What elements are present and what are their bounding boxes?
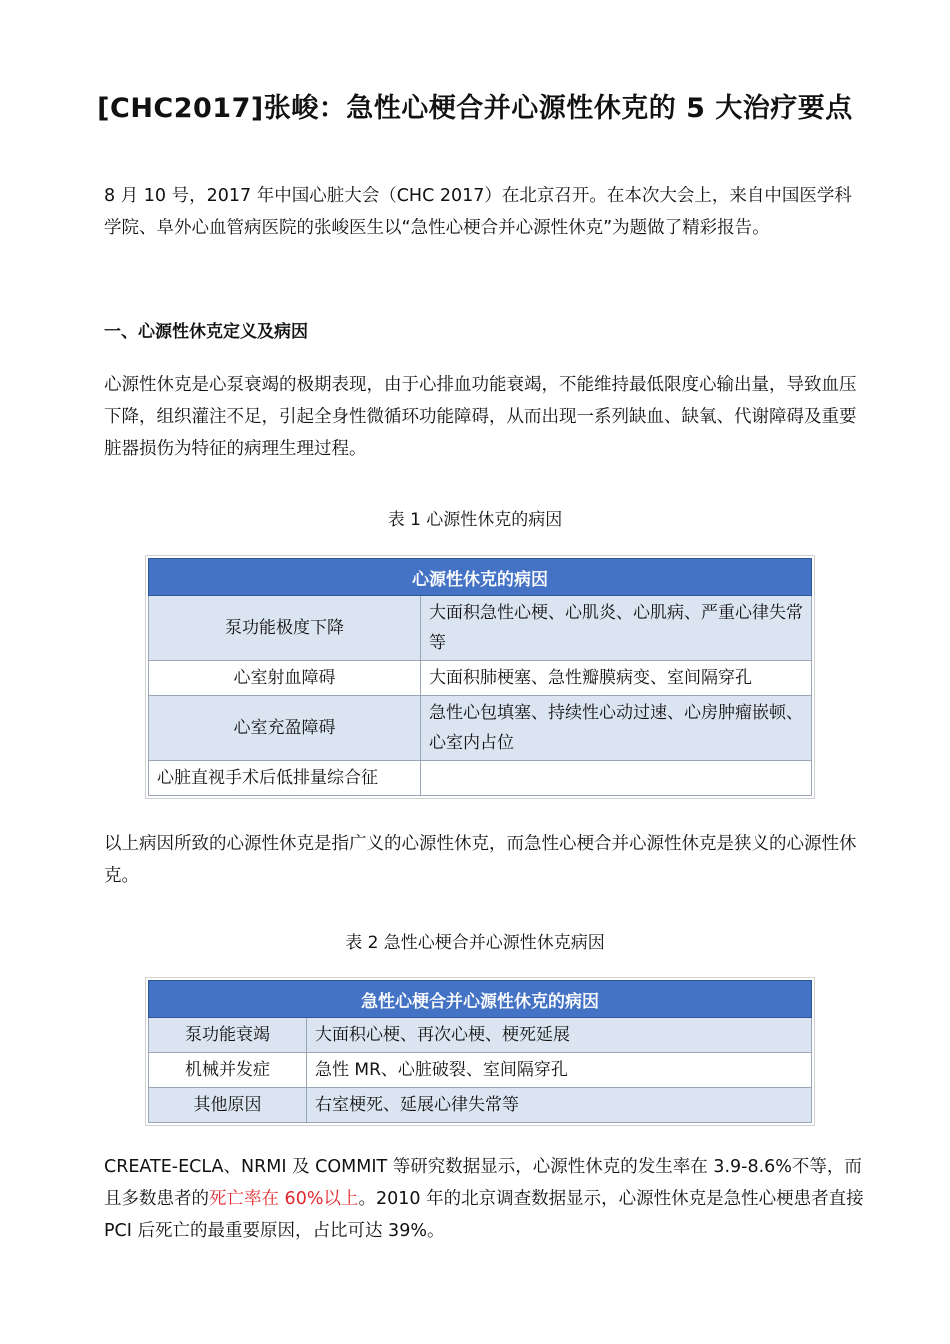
final-text-part1: CREATE-ECLA、NRMI 及 COMMIT 等研究数据显示，心源性休克的发生率在 3.9-8.6%不等，而且多数患者的 [104, 1157, 862, 1209]
table-cell-detail: 大面积急性心梗、心肌炎、心肌病、严重心律失常等 [421, 596, 812, 661]
table1-caption: 表 1 心源性休克的病因 [387, 510, 563, 530]
table-row [149, 1053, 812, 1088]
table-row [149, 696, 812, 761]
table-cell-cause: 泵功能极度下降 [149, 596, 421, 661]
table-row [149, 1088, 812, 1123]
definition-paragraph: 心源性休克是心泵衰竭的极期表现，由于心排血功能衰竭，不能维持最低限度心输出量，导致血压下降，组织灌注不足，引起全身性微循环功能障碍，从而出现一系列缺血、缺氧、代谢障碍及重要脏器损伤为特征的病理生理过程。 [104, 375, 857, 459]
table-cell-detail [421, 761, 812, 796]
table-row [149, 661, 812, 696]
table-cell-cause: 泵功能衰竭 [149, 1018, 307, 1053]
table2-caption: 表 2 急性心梗合并心源性休克病因 [345, 933, 605, 953]
table-cell-cause: 心室充盈障碍 [149, 696, 421, 761]
table2 [145, 977, 815, 1126]
table-cell-detail: 右室梗死、延展心律失常等 [307, 1088, 812, 1123]
table1-header: 心源性休克的病因 [149, 559, 812, 596]
table-row [149, 1018, 812, 1053]
middle-paragraph: 以上病因所致的心源性休克是指广义的心源性休克，而急性心梗合并心源性休克是狭义的心源性休克。 [104, 834, 857, 886]
table2-header: 急性心梗合并心源性休克的病因 [149, 981, 812, 1018]
final-text-part2: 。2010 年的北京调查数据显示，心源性休克是急性心梗患者直接 PCI 后死亡的最重要原因，占比可达 39%。 [104, 1189, 864, 1241]
table-row [149, 596, 812, 661]
table-cell-cause: 机械并发症 [149, 1053, 307, 1088]
page-title: [CHC2017]张峻：急性心梗合并心源性休克的 5 大治疗要点 [97, 93, 853, 125]
final-paragraph [104, 1151, 864, 1247]
table-cell-cause: 其他原因 [149, 1088, 307, 1123]
table-cell-detail: 急性心包填塞、持续性心动过速、心房肿瘤嵌顿、心室内占位 [421, 696, 812, 761]
table-cell-cause: 心脏直视手术后低排量综合征 [149, 761, 421, 796]
table-cell-detail: 急性 MR、心脏破裂、室间隔穿孔 [307, 1053, 812, 1088]
table1 [145, 555, 815, 799]
table-cell-detail: 大面积心梗、再次心梗、梗死延展 [307, 1018, 812, 1053]
intro-paragraph: 8 月 10 号，2017 年中国心脏大会（CHC 2017）在北京召开。在本次大会上，来自中国医学科学院、阜外心血管病医院的张峻医生以“急性心梗合并心源性休克”为题做了精彩报告。 [104, 186, 852, 238]
table-cell-detail: 大面积肺梗塞、急性瓣膜病变、室间隔穿孔 [421, 661, 812, 696]
table-cell-cause: 心室射血障碍 [149, 661, 421, 696]
mortality-highlight: 死亡率在 60%以上 [209, 1189, 359, 1209]
section-heading-1: 一、心源性休克定义及病因 [104, 322, 308, 342]
table-row [149, 761, 812, 796]
